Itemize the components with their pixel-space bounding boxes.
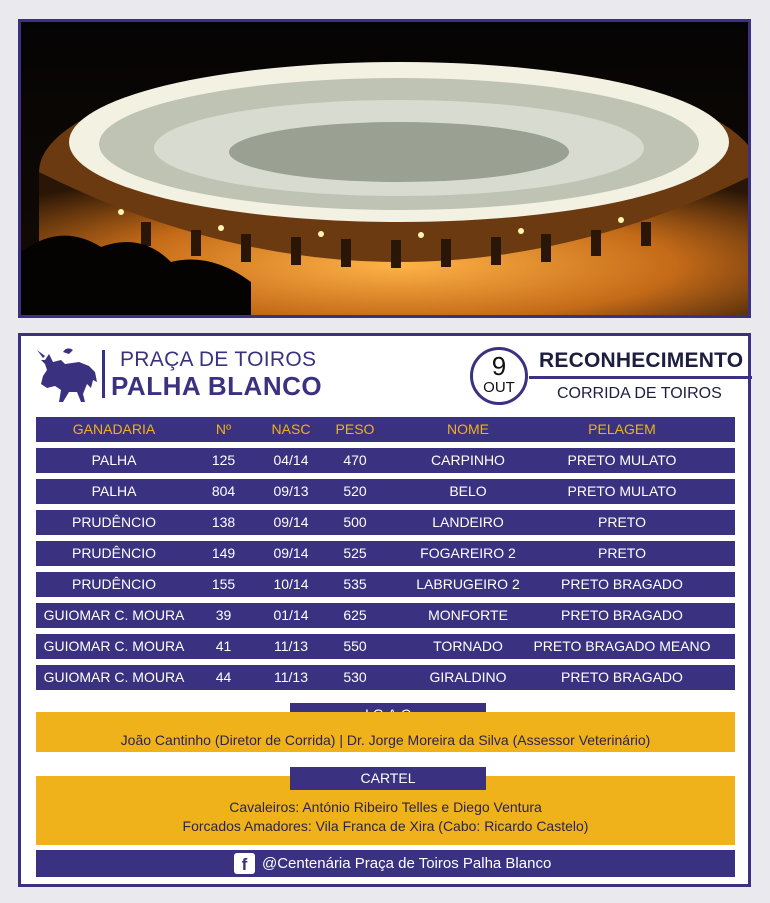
cartel-cavaleiros: Cavaleiros: António Ribeiro Telles e Diego Ventura — [229, 799, 542, 815]
cell-nome: GIRALDINO — [429, 669, 507, 685]
event-divider — [529, 376, 752, 379]
cell-pelagem: PRETO MULATO — [567, 452, 677, 468]
cell-peso: 525 — [343, 545, 367, 561]
igac-box — [36, 712, 735, 752]
table-row — [36, 448, 735, 473]
table-row — [36, 541, 735, 566]
cell-ganadaria: PALHA — [91, 483, 137, 499]
cell-nome: FOGAREIRO 2 — [420, 545, 516, 561]
date-day: 9 — [491, 351, 507, 381]
col-header-numero: Nº — [215, 421, 232, 437]
col-header-nome: NOME — [447, 421, 489, 437]
cartel-forcados: Forcados Amadores: Vila Franca de Xira (Cabo: Ricardo Castelo) — [182, 818, 589, 834]
cell-nasc: 04/14 — [273, 452, 309, 468]
cell-pelagem: PRETO MULATO — [567, 483, 677, 499]
table-row — [36, 479, 735, 504]
cell-numero: 39 — [215, 607, 232, 623]
cell-numero: 149 — [211, 545, 236, 561]
cell-ganadaria: PALHA — [91, 452, 137, 468]
col-header-ganadaria: GANADARIA — [72, 421, 156, 437]
cell-nasc: 09/13 — [273, 483, 309, 499]
cell-numero: 155 — [211, 576, 236, 592]
cell-nasc: 11/13 — [274, 669, 308, 685]
venue-label: PRAÇA DE TOIROS — [120, 348, 317, 371]
facebook-page-link[interactable]: @Centenária Praça de Toiros Palha Blanco — [262, 855, 552, 872]
igac-text: João Cantinho (Diretor de Corrida) | Dr. Jorge Moreira da Silva (Assessor Veterinário) — [120, 732, 651, 748]
event-panel — [18, 333, 751, 887]
table-row — [36, 603, 735, 628]
cell-peso: 530 — [343, 669, 367, 685]
cell-ganadaria: GUIOMAR C. MOURA — [43, 638, 185, 654]
col-header-peso: PESO — [335, 421, 375, 437]
cell-nome: LABRUGEIRO 2 — [416, 576, 520, 592]
cell-numero: 44 — [215, 669, 232, 685]
cell-pelagem: PRETO BRAGADO — [561, 576, 683, 592]
facebook-footer[interactable] — [36, 850, 735, 877]
cell-numero: 804 — [211, 483, 236, 499]
cell-pelagem: PRETO BRAGADO — [561, 669, 683, 685]
cell-nome: LANDEIRO — [432, 514, 504, 530]
venue-name: PALHA BLANCO — [111, 371, 323, 401]
cell-peso: 470 — [343, 452, 367, 468]
panel-header — [21, 336, 748, 414]
cell-nome: BELO — [449, 483, 487, 499]
cell-nasc: 09/14 — [273, 545, 309, 561]
cell-peso: 500 — [343, 514, 367, 530]
table-header-row — [36, 417, 735, 442]
table-row — [36, 634, 735, 659]
cell-pelagem: PRETO BRAGADO — [561, 607, 683, 623]
col-header-nasc: NASC — [271, 421, 311, 437]
cell-pelagem: PRETO BRAGADO MEANO — [533, 638, 711, 654]
cell-peso: 550 — [343, 638, 367, 654]
table-row — [36, 665, 735, 690]
table-row — [36, 510, 735, 535]
table-row — [36, 572, 735, 597]
cell-ganadaria: PRUDÊNCIO — [71, 514, 156, 530]
cell-nasc: 09/14 — [273, 514, 309, 530]
cell-pelagem: PRETO — [598, 514, 646, 530]
cell-numero: 125 — [211, 452, 236, 468]
cell-ganadaria: PRUDÊNCIO — [71, 576, 156, 592]
cell-ganadaria: GUIOMAR C. MOURA — [43, 669, 185, 685]
cell-peso: 520 — [343, 483, 367, 499]
cell-nome: CARPINHO — [431, 452, 505, 468]
cell-numero: 41 — [215, 638, 232, 654]
cell-ganadaria: PRUDÊNCIO — [71, 545, 156, 561]
cartel-tab: CARTEL — [290, 767, 486, 790]
cell-nome: MONFORTE — [428, 607, 508, 623]
cell-numero: 138 — [211, 514, 236, 530]
event-subtitle: CORRIDA DE TOIROS — [557, 385, 722, 402]
cell-nome: TORNADO — [433, 638, 503, 654]
cell-nasc: 10/14 — [273, 576, 309, 592]
facebook-icon[interactable]: f — [234, 853, 255, 874]
bullring-photo — [18, 19, 751, 318]
header-divider — [102, 350, 105, 398]
event-title: RECONHECIMENTO — [539, 349, 744, 372]
cell-peso: 535 — [343, 576, 367, 592]
cell-peso: 625 — [343, 607, 367, 623]
date-badge — [470, 347, 528, 405]
bull-icon — [35, 344, 101, 406]
cell-pelagem: PRETO — [598, 545, 646, 561]
col-header-pelagem: PELAGEM — [588, 421, 656, 437]
cell-nasc: 01/14 — [273, 607, 309, 623]
cell-ganadaria: GUIOMAR C. MOURA — [43, 607, 185, 623]
cell-nasc: 11/13 — [274, 638, 308, 654]
date-month: OUT — [483, 379, 515, 396]
